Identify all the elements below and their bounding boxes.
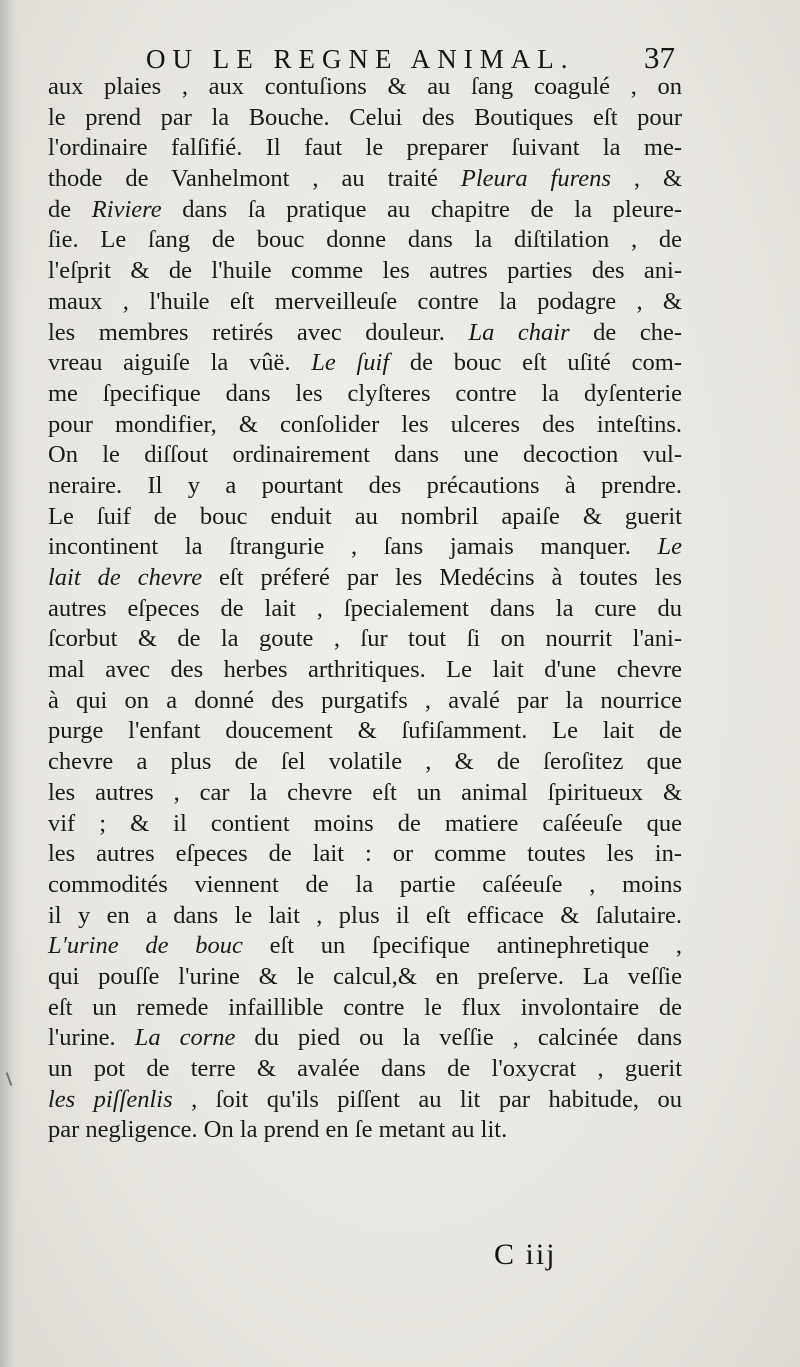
text-run: eſt préferé par les Medécins à toutes les: [202, 564, 682, 591]
text-line: [48, 471, 682, 502]
text-run: , &: [610, 165, 683, 193]
text-line: [48, 410, 682, 441]
text-run: à qui on a donné des purgatifs , avalé par la nourrice: [48, 686, 682, 714]
text-line: [48, 870, 682, 901]
italic-term: Pleura furens: [460, 165, 611, 193]
text-line: [48, 379, 682, 410]
text-run: les autres eſpeces de lait : or comme toutes les in-: [48, 840, 682, 868]
signature-mark: C iij: [494, 1238, 557, 1271]
italic-term: lait de chevre: [48, 564, 203, 591]
text-run: me ſpecifique dans les clyſteres contre la dyſenterie: [48, 379, 682, 407]
text-run: thode de Vanhelmont , au traité: [48, 165, 461, 193]
text-run: eſt un ſpecifique antinephretique ,: [242, 932, 682, 960]
text-line: [48, 931, 682, 962]
text-line: [48, 103, 682, 134]
text-line: [48, 133, 682, 164]
text-line: [48, 716, 682, 747]
text-line: [48, 962, 682, 993]
text-run: pour mondifier, & conſolider les ulceres des inteſtins.: [48, 410, 682, 438]
text-line: [48, 686, 682, 717]
text-line: [48, 287, 682, 318]
text-line: [48, 256, 682, 287]
text-run: du pied ou la veſſie , calcinée dans: [235, 1024, 682, 1052]
text-line: [48, 225, 682, 256]
text-run: de: [48, 195, 92, 223]
text-line: [48, 993, 682, 1024]
text-line: [48, 809, 682, 840]
text-run: vif ; & il contient moins de matiere caſéeuſe que: [48, 809, 682, 837]
italic-term: Le: [657, 533, 682, 561]
text-line: [48, 1085, 682, 1116]
text-line: [48, 901, 682, 932]
body-text: [48, 72, 682, 1146]
text-run: mal avec des herbes arthritiques. Le lait d'une chevre: [48, 656, 682, 684]
text-run: Le ſuif de bouc enduit au nombril apaiſe & guerit: [48, 502, 682, 530]
text-line: [48, 318, 682, 349]
italic-term: La corne: [134, 1024, 236, 1052]
text-run: de bouc eſt uſité com-: [389, 349, 682, 377]
text-run: commodités viennent de la partie caſéeuſe , moins: [48, 870, 682, 898]
text-run: neraire. Il y a pourtant des précautions à prendre.: [48, 471, 682, 499]
text-run: vreau aiguiſe la vûë.: [48, 349, 312, 377]
text-run: par negligence. On la prend en ſe metant au lit.: [48, 1116, 508, 1144]
text-run: qui pouſſe l'urine & le calcul,& en preſerve. La veſſie: [48, 962, 682, 990]
binding-shadow: [0, 0, 26, 1367]
text-run: dans ſa pratique au chapitre de la pleure-: [161, 195, 683, 223]
text-run: chevre a plus de ſel volatile , & de ſeroſitez que: [48, 748, 682, 776]
text-line: [48, 563, 682, 594]
text-run: l'urine.: [48, 1024, 135, 1052]
italic-term: La chair: [468, 318, 570, 346]
text-run: il y en a dans le lait , plus il eſt efficace & ſalutaire.: [48, 901, 682, 929]
text-run: les membres retirés avec douleur.: [48, 318, 469, 346]
text-line: [48, 72, 682, 103]
text-line: [48, 747, 682, 778]
text-line: [48, 348, 682, 379]
text-line: [48, 1023, 682, 1054]
text-line: [48, 440, 682, 471]
text-line: [48, 839, 682, 870]
running-head: OU LE REGNE ANIMAL.: [146, 44, 575, 74]
text-run: maux , l'huile eſt merveilleuſe contre la podagre , &: [48, 287, 682, 315]
text-line: [48, 195, 682, 226]
italic-term: les piſſenlis: [48, 1085, 173, 1113]
text-run: eſt un remede infaillible contre le flux involontaire de: [48, 993, 682, 1021]
text-run: incontinent la ſtrangurie , ſans jamais manquer.: [48, 533, 658, 561]
text-run: un pot de terre & avalée dans de l'oxycrat , guerit: [48, 1055, 682, 1082]
text-run: On le diſſout ordinairement dans une decoction vul-: [48, 441, 682, 469]
text-run: l'ordinaire falſifié. Il faut le preparer ſuivant la me-: [48, 134, 682, 162]
text-run: le prend par la Bouche. Celui des Boutiques eſt pour: [48, 103, 682, 131]
page-number: 37: [644, 40, 675, 75]
text-line: [48, 532, 682, 563]
italic-term: Riviere: [91, 195, 162, 223]
text-line: [48, 164, 682, 195]
text-run: aux plaies , aux contuſions & au ſang coagulé , on: [48, 73, 682, 100]
text-line: [48, 778, 682, 809]
text-line: [48, 502, 682, 533]
italic-term: L'urine de bouc: [48, 932, 243, 960]
text-run: , ſoit qu'ils piſſent au lit par habitude, ou: [172, 1085, 682, 1113]
text-run: de che-: [569, 318, 682, 346]
text-run: ſie. Le ſang de bouc donne dans la diſtilation , de: [48, 226, 682, 254]
italic-term: Le ſuif: [311, 349, 390, 377]
text-run: autres eſpeces de lait , ſpecialement dans la cure du: [48, 594, 682, 622]
text-line: [48, 655, 682, 686]
text-run: l'eſprit & de l'huile comme les autres parties des ani-: [48, 257, 682, 285]
text-line: [48, 1115, 682, 1146]
text-line: [48, 624, 682, 655]
text-run: ſcorbut & de la goute , ſur tout ſi on nourrit l'ani-: [48, 625, 682, 653]
text-run: purge l'enfant doucement & ſufiſamment. Le lait de: [48, 717, 682, 745]
text-line: [48, 1054, 682, 1085]
text-line: [48, 594, 682, 625]
text-run: les autres , car la chevre eſt un animal ſpiritueux &: [48, 778, 682, 806]
